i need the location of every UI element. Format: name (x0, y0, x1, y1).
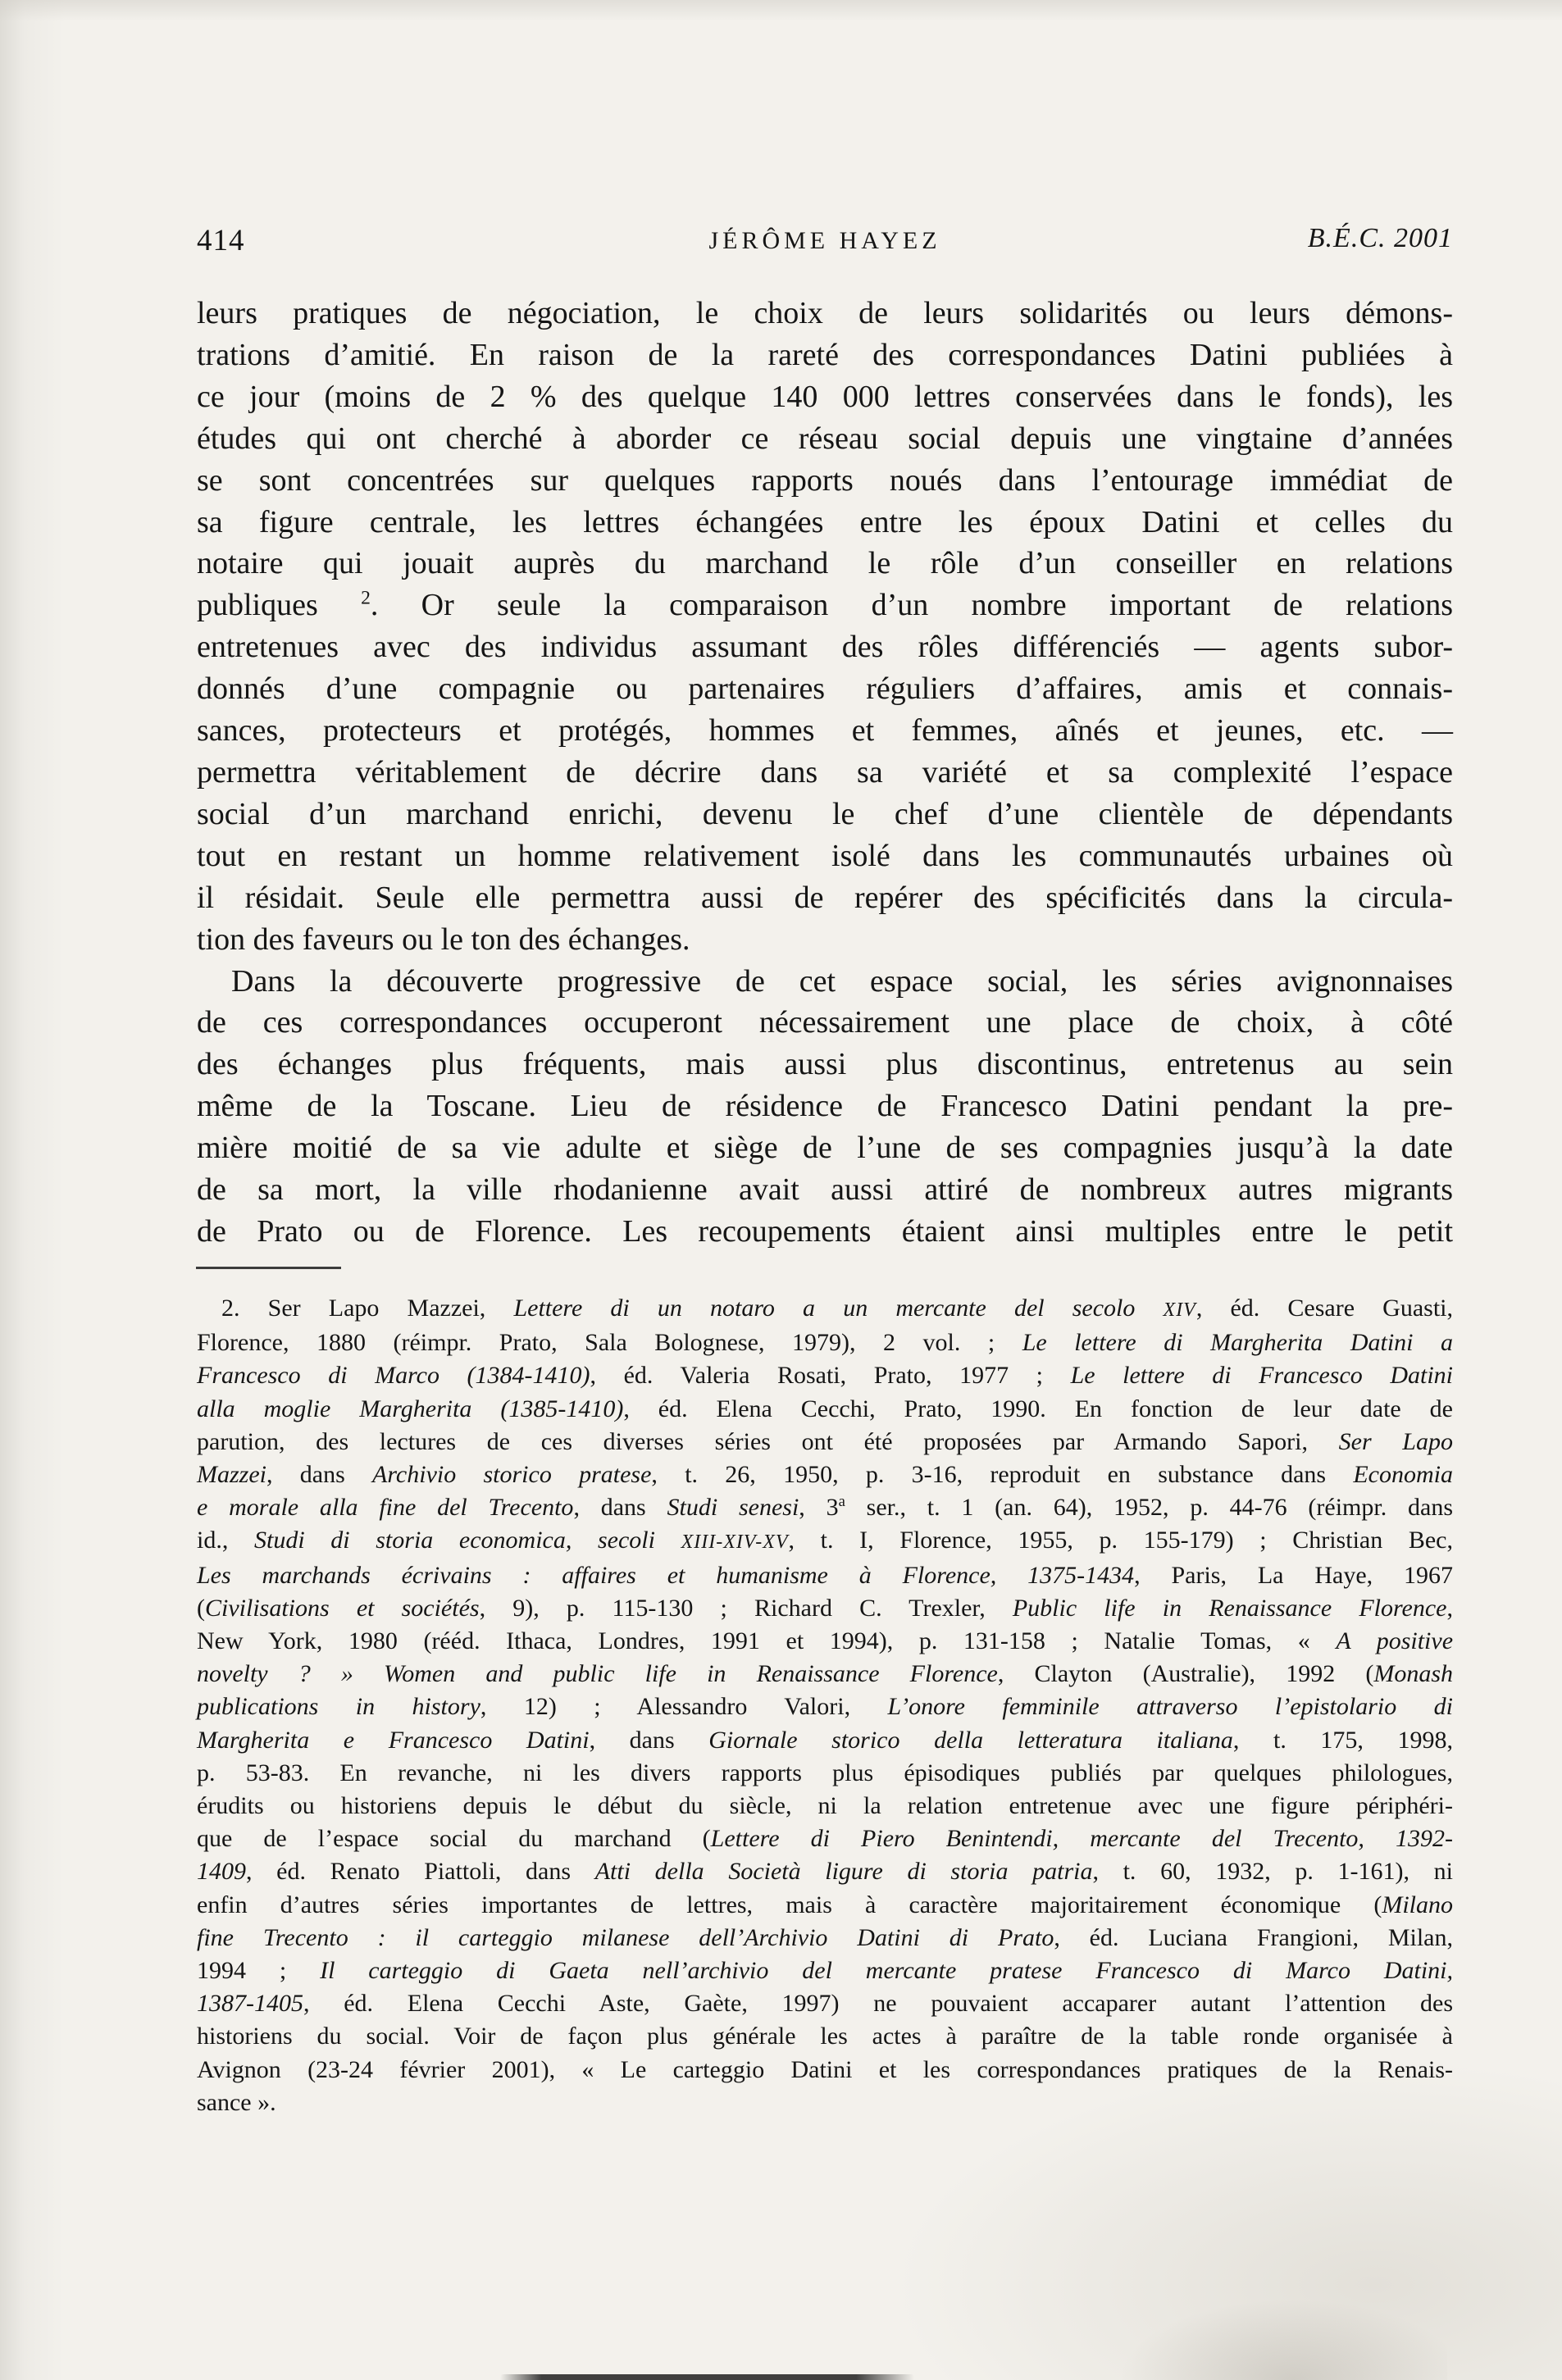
text-segment: New York, 1980 (rééd. Ithaca, Londres, 1991 et 1994), p. 131-158 ; Natalie Tomas, « (197, 1627, 1337, 1655)
italic-text: fine Trecento : il carteggio milanese dell’Archivio Datini di Prato (197, 1923, 1054, 1951)
text-segment: , 3 (799, 1494, 839, 1522)
body-text (197, 293, 1453, 1253)
italic-text: 1409 (197, 1858, 246, 1886)
italic-text: Atti della Società ligure di storia patria (594, 1858, 1093, 1886)
text-line (197, 1757, 1453, 1790)
text-segment: , éd. Elena Cecchi, Prato, 1990. En fonction de leur date de (623, 1395, 1453, 1422)
text-segment: parution, des lectures de ces diverses séries ont été proposées par Armando Sapori, (197, 1427, 1339, 1455)
text-line (197, 1955, 1453, 1987)
text-segment: , Clayton (Australie), 1992 ( (997, 1660, 1374, 1688)
text-line (197, 919, 1453, 961)
text-segment: , (1446, 1594, 1453, 1622)
text-segment: , t. I, Florence, 1955, p. 155-179) ; Christian Bec, (788, 1527, 1453, 1554)
text-segment: des échanges plus fréquents, mais aussi plus discontinus, entretenus au sein (197, 1047, 1453, 1082)
italic-text: Francesco di Marco (1384-1410) (197, 1362, 590, 1390)
text-line (197, 585, 1453, 626)
text-line (197, 502, 1453, 544)
text-segment: leurs pratiques de négociation, le choix de leurs solidarités ou leurs démons- (197, 296, 1453, 330)
text-segment: sances, protecteurs et protégés, hommes et femmes, aînés et jeunes, etc. — (197, 713, 1453, 749)
italic-text: Economia (1353, 1461, 1453, 1489)
text-line (197, 1559, 1453, 1592)
text-line (197, 1855, 1453, 1888)
italic-text: Les marchands écrivains : affaires et humanisme à Florence, 1375-1434 (197, 1561, 1135, 1589)
text-line (197, 1211, 1453, 1253)
footnote-2 (197, 1292, 1453, 2119)
text-line (197, 1044, 1453, 1085)
text-segment: social d’un marchand enrichi, devenu le chef d’une clientèle de dépendants (197, 796, 1453, 831)
text-line (197, 2054, 1453, 2086)
text-segment: trations d’amitié. En raison de la rareté des correspondances Datini publiées à (197, 337, 1453, 372)
text-segment: ser., t. 1 (an. 64), 1952, p. 44-76 (réimpr. dans (845, 1494, 1453, 1522)
italic-text: Mazzei (197, 1461, 266, 1489)
text-line (197, 1691, 1453, 1723)
text-line (197, 752, 1453, 794)
text-segment: enfin d’autres séries importantes de lettres, mais à caractère majoritairement économique ( (197, 1891, 1382, 1918)
italic-text: Public life in Renaissance Florence (1012, 1594, 1447, 1622)
text-segment: il résidait. Seule elle permettra aussi de repérer des spécificités dans la circula- (197, 880, 1453, 915)
text-line (197, 1491, 1453, 1524)
text-segment: , éd. Cesare Guasti, (1195, 1295, 1454, 1322)
text-segment: , dans (589, 1726, 709, 1754)
text-line (197, 1458, 1453, 1491)
text-segment: notaire qui jouait auprès du marchand le rôle d’un conseiller en relations (197, 546, 1453, 581)
text-segment: , dans (573, 1494, 667, 1522)
text-line (197, 1724, 1453, 1757)
italic-text: Milano (1382, 1891, 1453, 1918)
italic-text: Civilisations et sociétés (205, 1594, 480, 1622)
text-segment: publiques (197, 588, 362, 623)
text-segment: , Paris, La Haye, 1967 (1134, 1561, 1454, 1589)
superscript-text: 2 (361, 587, 371, 609)
text-segment: se sont concentrées sur quelques rapports noués dans l’entourage immédiat de (197, 462, 1453, 498)
text-line (197, 334, 1453, 376)
text-line (197, 1987, 1453, 2020)
scan-edge-artifact (500, 2374, 914, 2380)
italic-text: alla moglie Margherita (1385-1410) (197, 1395, 624, 1422)
italic-text: Archivio storico pratese (372, 1461, 652, 1489)
text-line (197, 1292, 1453, 1327)
italic-text: Lettere di un notaro a un mercante del secolo (513, 1295, 1164, 1322)
text-line (197, 1658, 1453, 1691)
italic-text: Il carteggio di Gaeta nell’archivio del mercante pratese Francesco di Marco Datini, (320, 1957, 1453, 1985)
text-line (197, 877, 1453, 919)
italic-text: Ser Lapo (1338, 1427, 1453, 1455)
text-segment: , éd. Luciana Frangioni, Milan, (1054, 1923, 1453, 1951)
italic-text: Le lettere di Margherita Datini a (1022, 1329, 1454, 1357)
italic-text: e morale alla fine del Trecento (197, 1494, 574, 1522)
text-segment: mière moitié de sa vie adulte et siège de l’une de ses compagnies jusqu’à la date (197, 1131, 1453, 1166)
text-line (197, 460, 1453, 502)
text-segment: , éd. Elena Cecchi Aste, Gaète, 1997) ne pouvaient accaparer autant l’attention des (303, 1990, 1453, 2018)
page-number: 414 (197, 224, 245, 257)
text-line (197, 1625, 1453, 1658)
text-line (197, 961, 1453, 1003)
text-line (197, 1327, 1453, 1359)
text-line (197, 668, 1453, 710)
text-segment: de Prato ou de Florence. Les recoupements étaient ainsi multiples entre le petit (197, 1213, 1453, 1249)
text-segment: sa figure centrale, les lettres échangées entre les époux Datini et celles du (197, 504, 1453, 539)
text-line (197, 376, 1453, 418)
text-segment: sance ». (197, 2088, 276, 2116)
text-segment: p. 53-83. En revanche, ni les divers rapports plus épisodiques publiés par quelques philologues, (197, 1759, 1453, 1786)
text-segment: ce jour (moins de 2 % des quelque 140 000 lettres conservées dans le fonds), les (197, 379, 1453, 414)
text-line (197, 626, 1453, 668)
text-segment: , t. 175, 1998, (1232, 1726, 1453, 1754)
italic-text: XIII-XIV-XV (681, 1531, 789, 1554)
italic-text: Le lettere di Francesco Datini (1070, 1362, 1454, 1390)
text-line (197, 2020, 1453, 2053)
text-segment: donnés d’une compagnie ou partenaires réguliers d’affaires, amis et connais- (197, 671, 1453, 707)
text-segment: Dans la découverte progressive de cet espace social, les séries avignonnaises (231, 963, 1453, 999)
text-line (197, 835, 1453, 877)
text-line (197, 418, 1453, 460)
italic-text: Studi senesi (667, 1494, 799, 1522)
text-line (197, 1823, 1453, 1855)
italic-text: Monash (1373, 1660, 1453, 1688)
paper-crease-artifact (1103, 2200, 1447, 2380)
page-header (197, 223, 1453, 262)
text-line (197, 1889, 1453, 1922)
text-segment: . Or seule la comparaison d’un nombre important de relations (370, 588, 1453, 623)
text-line (197, 2086, 1453, 2119)
text-segment: Avignon (23-24 février 2001), « Le carteggio Datini et les correspondances pratiques de la Renais- (197, 2055, 1453, 2083)
running-title-author: JÉRÔME HAYEZ (708, 227, 941, 254)
text-line (197, 1592, 1453, 1625)
text-segment: de sa mort, la ville rhodanienne avait aussi attiré de nombreux autres migrants (197, 1172, 1453, 1208)
italic-text: Giornale storico della letteratura italiana (708, 1726, 1233, 1754)
text-segment: de ces correspondances occuperont nécessairement une place de choix, à côté (197, 1005, 1453, 1040)
text-line (197, 1002, 1453, 1044)
text-line (197, 1922, 1453, 1955)
italic-text: L’onore femminile attraverso l’epistolario di (887, 1693, 1454, 1721)
text-segment: entretenues avec des individus assumant des rôles différenciés — agents subor- (197, 630, 1453, 665)
superscript-text: a (838, 1493, 845, 1511)
text-segment: , t. 60, 1932, p. 1-161), ni (1092, 1858, 1453, 1886)
italic-text: publications in history (197, 1693, 480, 1721)
text-line (197, 710, 1453, 752)
text-line (197, 1169, 1453, 1211)
text-segment: tout en restant un homme relativement isolé dans les communautés urbaines où (197, 838, 1453, 873)
text-segment: Florence, 1880 (réimpr. Prato, Sala Bolognese, 1979), 2 vol. ; (197, 1329, 1022, 1357)
text-segment: id., (197, 1527, 254, 1554)
text-line (197, 794, 1453, 835)
text-segment: 1994 ; (197, 1957, 321, 1985)
text-segment: , t. 26, 1950, p. 3-16, reproduit en substance dans (651, 1461, 1354, 1489)
italic-text: 1387-1405 (197, 1990, 303, 2018)
text-line (197, 293, 1453, 334)
text-line (197, 1790, 1453, 1823)
text-segment: érudits ou historiens depuis le début du siècle, ni la relation entretenue avec une figure périphéri- (197, 1792, 1453, 1820)
text-segment: , 12) ; Alessandro Valori, (480, 1693, 888, 1721)
journal-reference: B.É.C. 2001 (1307, 223, 1453, 253)
text-segment: ( (197, 1594, 205, 1622)
text-line (197, 1393, 1453, 1426)
italic-text: Studi di storia economica, secoli (253, 1527, 681, 1554)
text-segment: , éd. Valeria Rosati, Prato, 1977 ; (590, 1362, 1071, 1390)
text-segment: , dans (266, 1461, 373, 1489)
text-segment: , éd. Renato Piattoli, dans (246, 1858, 595, 1886)
italic-text: Margherita e Francesco Datini (197, 1726, 590, 1754)
text-segment: historiens du social. Voir de façon plus générale les actes à paraître de la table ronde organisée à (197, 2023, 1453, 2050)
italic-text: Lettere di Piero Benintendi, mercante del Trecento, 1392- (710, 1825, 1454, 1853)
text-segment: que de l’espace social du marchand ( (197, 1825, 711, 1853)
text-segment: , 9), p. 115-130 ; Richard C. Trexler, (479, 1594, 1013, 1622)
footnote-separator-rule (196, 1267, 341, 1269)
italic-text: novelty ? » Women and public life in Renaissance Florence (197, 1660, 998, 1688)
italic-text: A positive (1336, 1627, 1454, 1655)
text-segment: permettra véritablement de décrire dans sa variété et sa complexité l’espace (197, 754, 1453, 790)
text-line (197, 1524, 1453, 1559)
text-segment: 2. Ser Lapo Mazzei, (221, 1295, 514, 1322)
text-segment: tion des faveurs ou le ton des échanges. (197, 922, 690, 957)
text-line (197, 1085, 1453, 1127)
text-line (197, 1426, 1453, 1458)
text-segment: études qui ont cherché à aborder ce réseau social depuis une vingtaine d’années (197, 421, 1453, 456)
text-line (197, 543, 1453, 585)
text-line (197, 1359, 1453, 1392)
italic-text: XIV (1163, 1299, 1196, 1321)
text-segment: même de la Toscane. Lieu de résidence de Francesco Datini pendant la pre- (197, 1089, 1453, 1124)
text-line (197, 1127, 1453, 1169)
